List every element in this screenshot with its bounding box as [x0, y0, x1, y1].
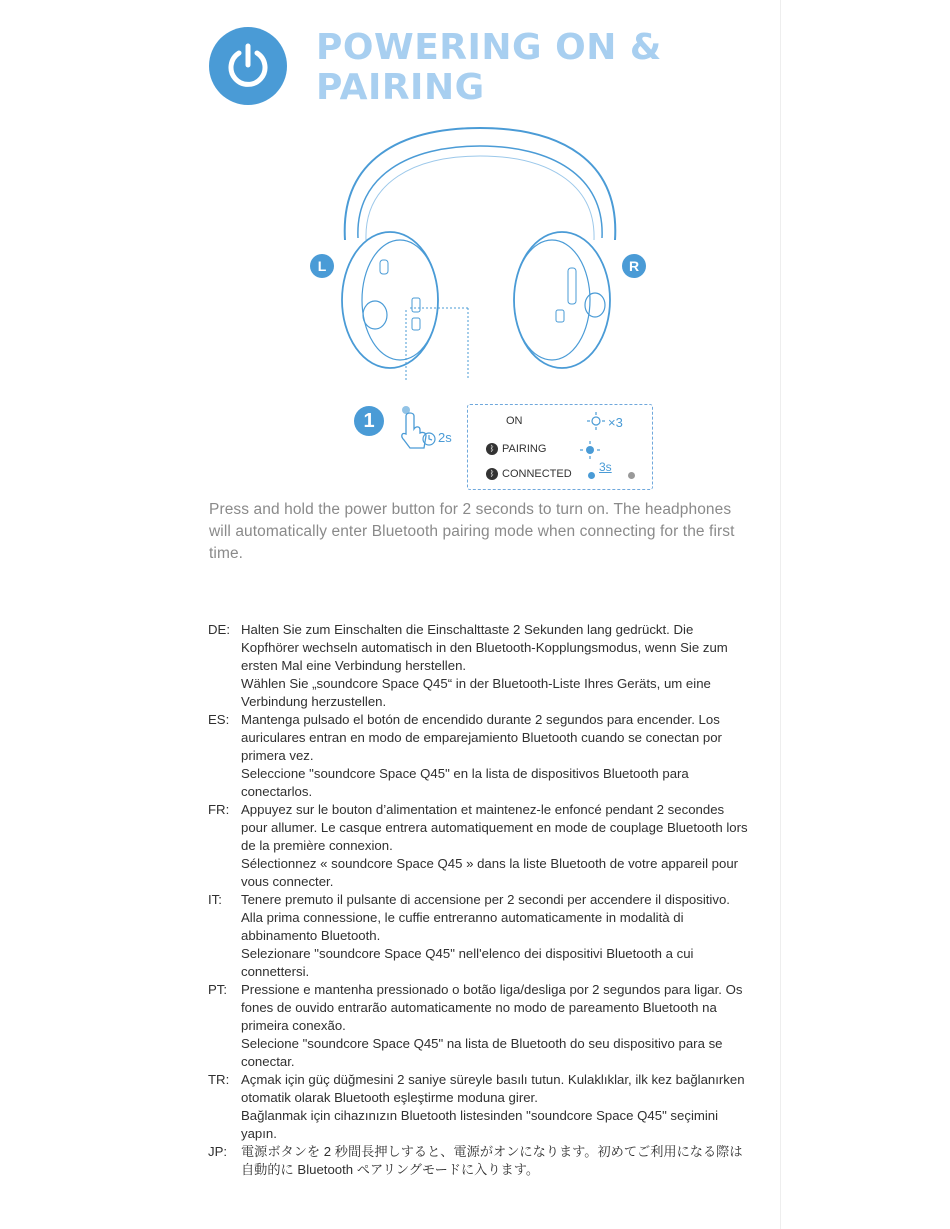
translation-text: Sélectionnez « soundcore Space Q45 » dans la liste Bluetooth de votre appareil pour vous connecter.	[241, 856, 739, 889]
translation-text: Selecione "soundcore Space Q45" na lista de Bluetooth do seu dispositivo para se conectar.	[241, 1036, 723, 1069]
language-code: FR:	[208, 802, 230, 817]
led-flash-icon	[578, 441, 602, 459]
translation-text: Pressione e mantenha pressionado o botão liga/desliga por 2 segundos para ligar. Os fones de ouvido entrarão automaticamente no modo de pareamento Bluetooth na primeira conexão.	[241, 982, 743, 1033]
translation-text: 電源ボタンを 2 秒間長押しすると、電源がオンになります。初めてご利用になる際は自動的に Bluetooth ペアリングモードに入ります。	[241, 1144, 743, 1177]
clock-icon	[422, 432, 436, 446]
translation-text: Appuyez sur le bouton d’alimentation et maintenez-le enfoncé pendant 2 secondes pour allumer. Le casque entrera automatiquement en mode de couplage Bluetooth lors de la première connexion.	[241, 802, 748, 853]
led-blink-icon	[586, 411, 606, 431]
connected-duration: 3s	[599, 460, 612, 474]
hold-duration: 2s	[438, 430, 452, 445]
bluetooth-icon: ᛒ	[486, 468, 498, 480]
translation-text: Halten Sie zum Einschalten die Einschalttaste 2 Sekunden lang gedrückt. Die Kopfhörer wechseln automatisch in den Bluetooth-Kopplungsmodus, wenn Sie zum ersten Mal eine Verbindung herstellen.	[241, 622, 728, 673]
step-number-badge: 1	[354, 406, 384, 436]
led-row-on	[506, 415, 523, 427]
translation-fr	[208, 801, 753, 891]
title-line-2: PAIRING	[316, 67, 485, 108]
title-line-1: POWERING ON &	[316, 27, 662, 68]
language-code: IT:	[208, 892, 222, 907]
blink-count: ×3	[608, 415, 623, 430]
right-earcup-label: R	[622, 254, 646, 278]
translation-text: Seleccione "soundcore Space Q45" en la lista de dispositivos Bluetooth para conectarlos.	[241, 766, 689, 799]
led-solid-dot	[588, 472, 595, 479]
translation-it	[208, 891, 753, 981]
translations-list	[208, 621, 753, 1179]
translation-text: Selezionare "soundcore Space Q45" nell'elenco dei dispositivi Bluetooth a cui connettersi.	[241, 946, 694, 979]
left-earcup-label: L	[310, 254, 334, 278]
headphones-illustration	[300, 120, 660, 380]
translation-text: Açmak için güç düğmesini 2 saniye süreyle basılı tutun. Kulaklıklar, ilk kez bağlanırken otomatik olarak Bluetooth eşleştirme moduna girer.	[241, 1072, 745, 1105]
led-row-connected	[486, 468, 572, 480]
translation-de	[208, 621, 753, 711]
page-title	[316, 28, 756, 108]
language-code: PT:	[208, 982, 228, 997]
language-code: JP:	[208, 1144, 228, 1159]
translation-text: Bağlanmak için cihazınızın Bluetooth listesinden "soundcore Space Q45" seçimini yapın.	[241, 1108, 719, 1141]
on-label: ON	[506, 415, 523, 427]
translation-text: Wählen Sie „soundcore Space Q45“ in der Bluetooth-Liste Ihres Geräts, um eine Verbindung herzustellen.	[241, 676, 711, 709]
translation-text: Mantenga pulsado el botón de encendido durante 2 segundos para encender. Los auriculares entran en modo de emparejamiento Bluetooth cuando se conectan por primera vez.	[241, 712, 722, 763]
translation-text: Tenere premuto il pulsante di accensione per 2 secondi per accendere il dispositivo. Alla prima connessione, le cuffie entreranno automaticamente in modalità di abbinamento Bluetooth.	[241, 892, 730, 943]
page-edge-line	[780, 0, 781, 1229]
power-icon	[209, 27, 287, 105]
language-code: TR:	[208, 1072, 230, 1087]
language-code: ES:	[208, 712, 230, 727]
translation-es	[208, 711, 753, 801]
translation-pt	[208, 981, 753, 1071]
translation-jp	[208, 1143, 753, 1179]
led-status-table	[467, 404, 653, 490]
language-code: DE:	[208, 622, 230, 637]
bluetooth-icon: ᛒ	[486, 443, 498, 455]
led-off-dot	[628, 472, 635, 479]
intro-paragraph: Press and hold the power button for 2 seconds to turn on. The headphones will automatically enter Bluetooth pairing mode when connecting for the first time.	[209, 501, 735, 562]
led-row-pairing	[486, 443, 546, 455]
connected-label: CONNECTED	[502, 468, 572, 480]
pairing-label: PAIRING	[502, 443, 547, 455]
translation-tr	[208, 1071, 753, 1143]
